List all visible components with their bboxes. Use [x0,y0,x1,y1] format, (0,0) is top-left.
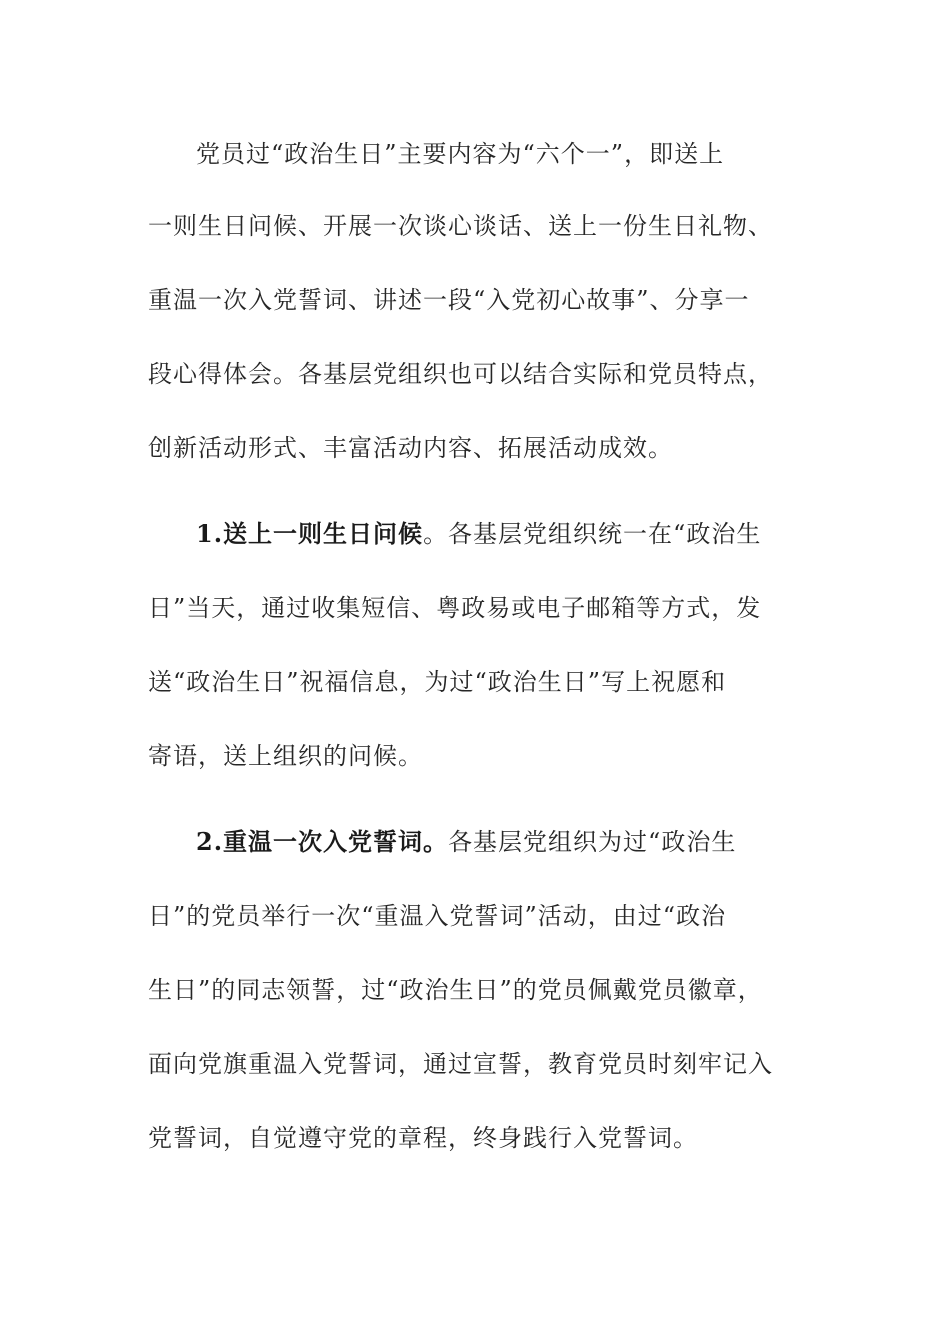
section-2-first-line [196,822,736,862]
section-1-line-3: 送“政治生日”祝福信息，为过“政治生日”写上祝愿和 [148,668,727,696]
section-2-first-line-text: 各基层党组织为过“政治生 [448,828,737,856]
intro-line-2: 一则生日问候、开展一次谈心谈话、送上一份生日礼物、 [148,212,773,240]
section-1-first-line [196,514,761,554]
section-2-line-5: 党誓词，自觉遵守党的章程，终身践行入党誓词。 [148,1124,698,1152]
section-1-heading: 1.送上一则生日问候 [196,519,424,548]
section-2-line-2: 日”的党员举行一次“重温入党誓词”活动，由过“政治 [148,902,727,930]
section-1-line-4: 寄语，送上组织的问候。 [148,742,423,770]
intro-line-3: 重温一次入党誓词、讲述一段“入党初心故事”、分享一 [148,286,750,314]
section-1-line-2: 日”当天，通过收集短信、粤政易或电子邮箱等方式，发 [148,594,762,622]
intro-line-4: 段心得体会。各基层党组织也可以结合实际和党员特点， [148,360,773,388]
section-2-line-4: 面向党旗重温入党誓词，通过宣誓，教育党员时刻牢记入 [148,1050,773,1078]
intro-line-1: 党员过“政治生日”主要内容为“六个一”，即送上 [196,140,725,168]
section-2-heading: 2.重温一次入党誓词。 [196,827,449,856]
section-2-line-3: 生日”的同志领誓，过“政治生日”的党员佩戴党员徽章， [148,976,763,1004]
section-1-first-line-text: 。各基层党组织统一在“政治生 [423,520,762,548]
intro-line-5: 创新活动形式、丰富活动内容、拓展活动成效。 [148,434,673,462]
